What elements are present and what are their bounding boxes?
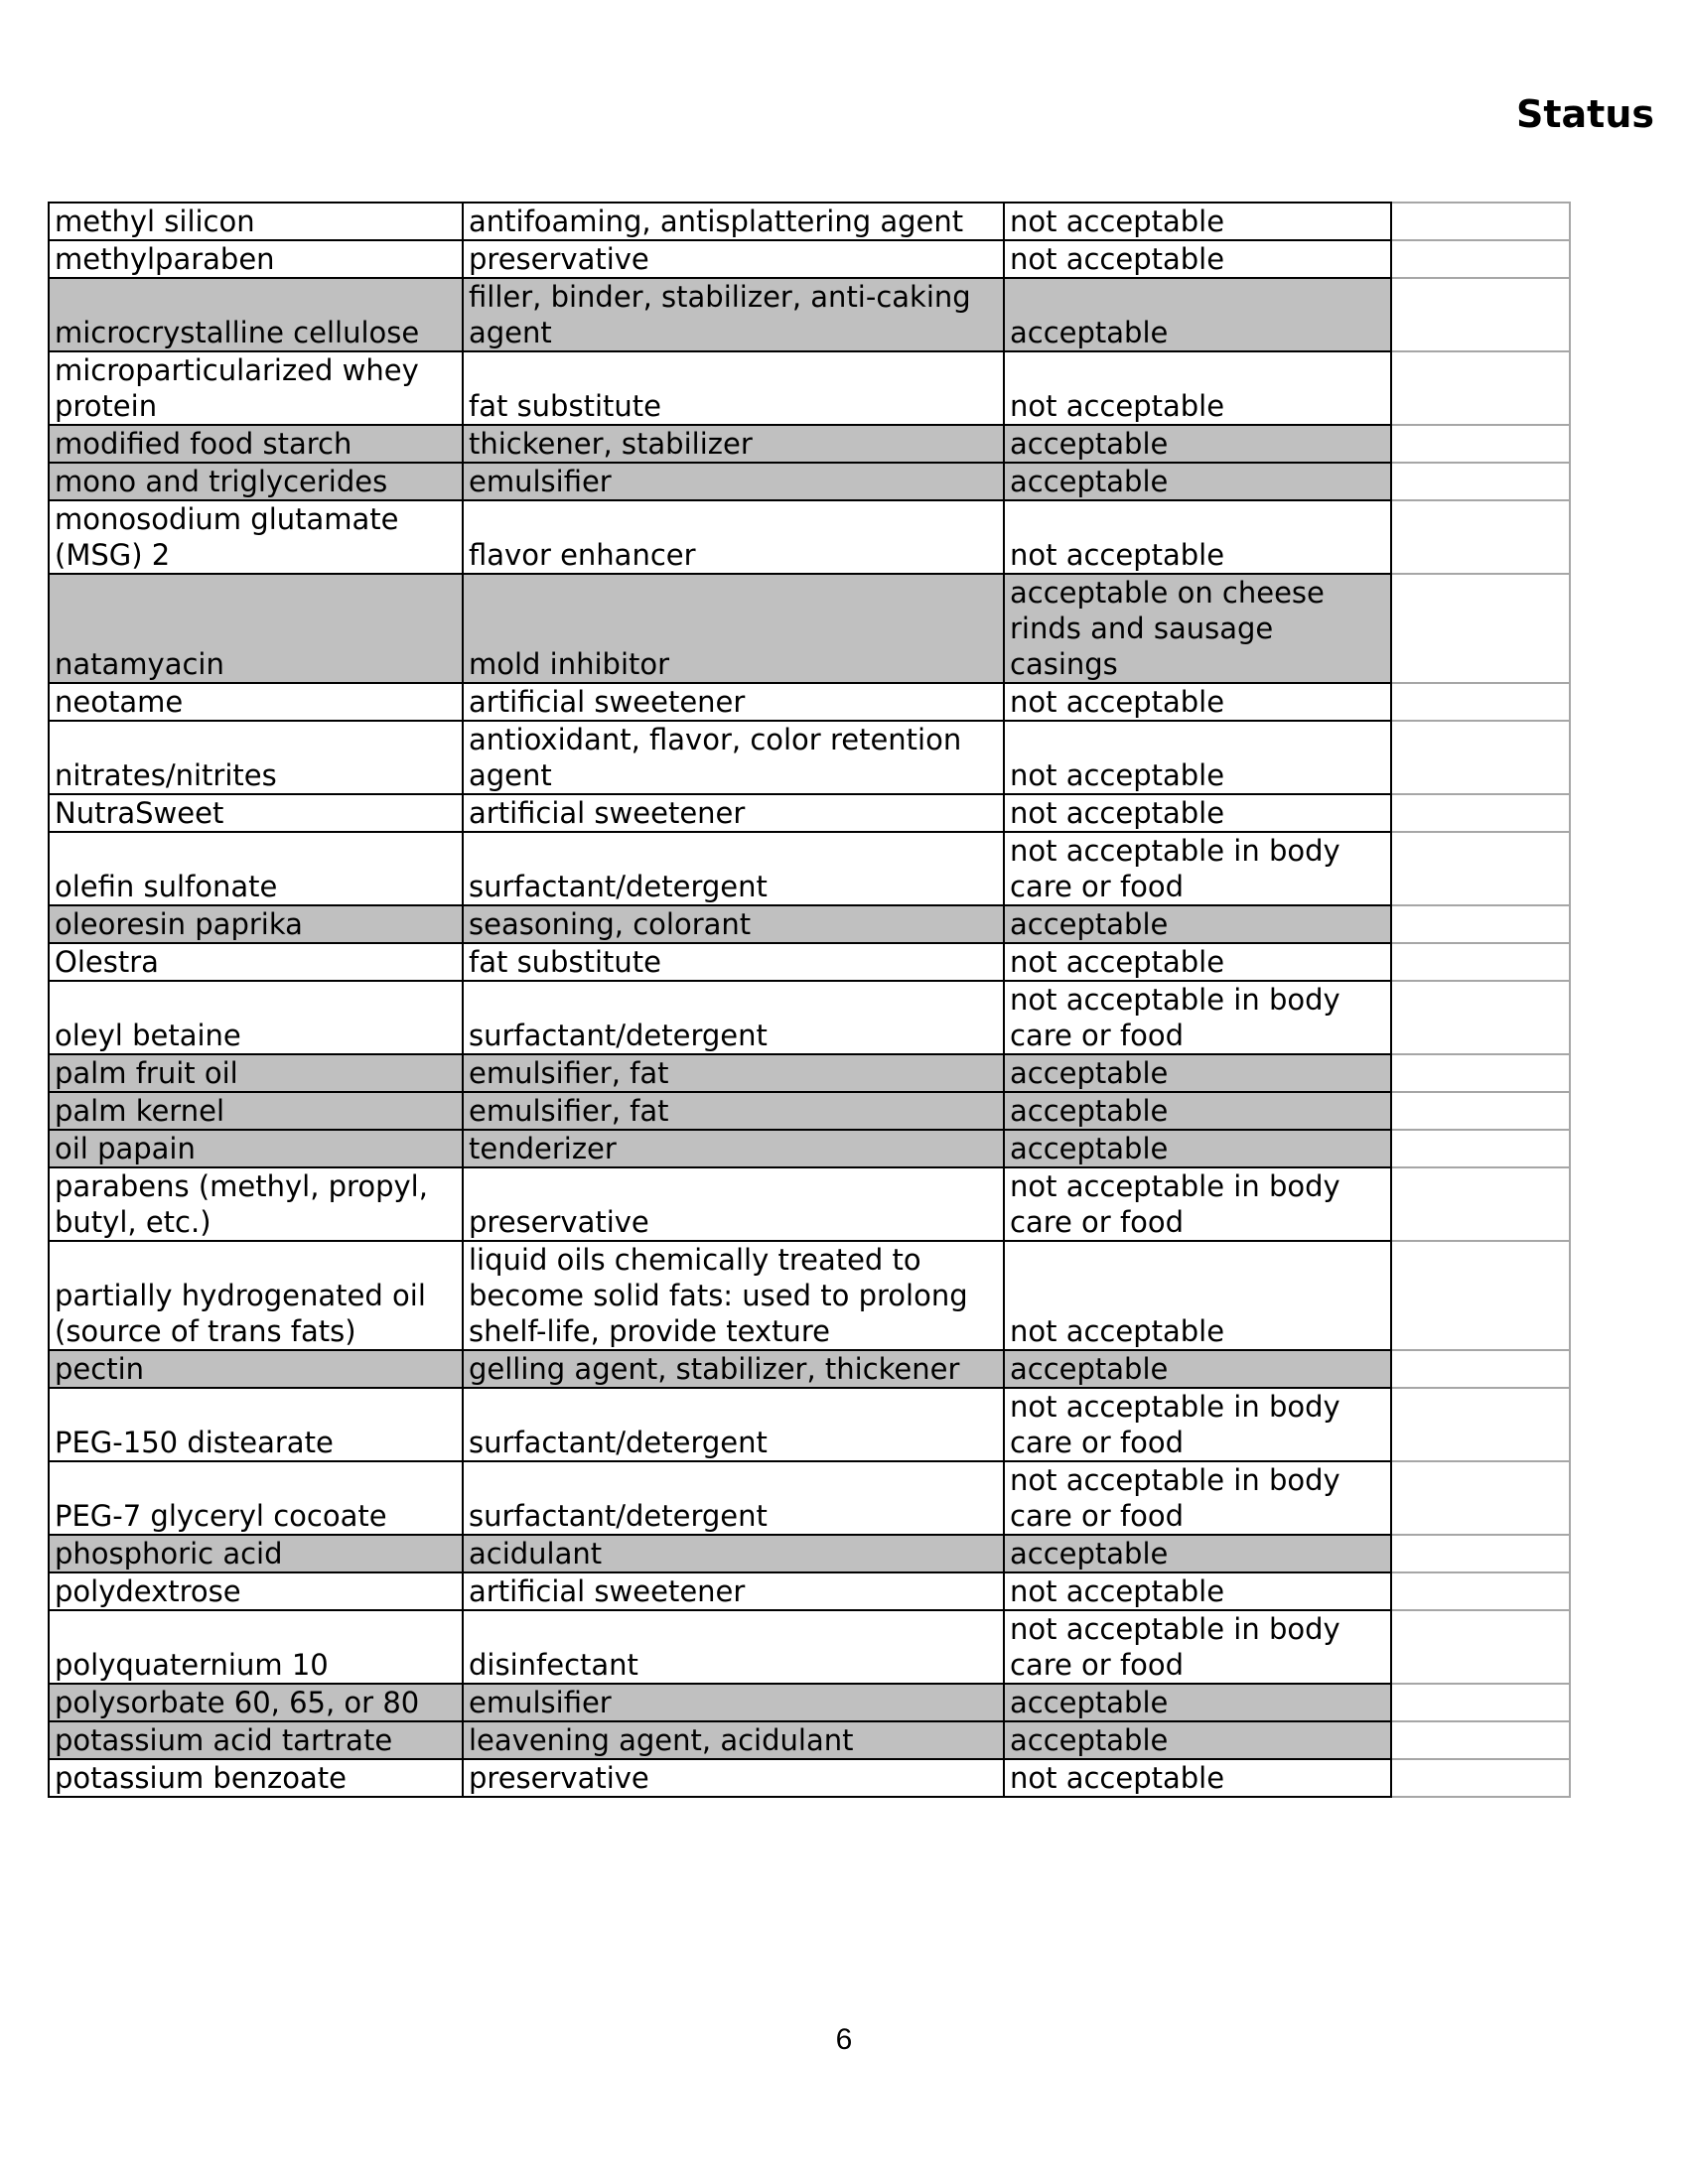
ingredient-cell: monosodium glutamate (MSG) 2 <box>49 500 463 574</box>
function-cell: seasoning, colorant <box>463 905 1004 943</box>
ingredient-cell: methyl silicon <box>49 203 463 240</box>
function-cell: surfactant/detergent <box>463 981 1004 1054</box>
empty-cell <box>1391 425 1570 463</box>
page-number: 6 <box>835 2023 853 2056</box>
empty-cell <box>1391 905 1570 943</box>
function-cell: antifoaming, antisplattering agent <box>463 203 1004 240</box>
function-cell: leavening agent, acidulant <box>463 1721 1004 1759</box>
empty-cell <box>1391 1572 1570 1610</box>
empty-cell <box>1391 683 1570 721</box>
table-row <box>49 1130 1570 1167</box>
table-row <box>49 1759 1570 1797</box>
ingredient-cell: methylparaben <box>49 240 463 278</box>
ingredient-cell: palm fruit oil <box>49 1054 463 1092</box>
table-row <box>49 981 1570 1054</box>
status-cell: not acceptable <box>1004 351 1391 425</box>
empty-cell <box>1391 463 1570 500</box>
table-row <box>49 1721 1570 1759</box>
function-cell: disinfectant <box>463 1610 1004 1684</box>
ingredient-cell: nitrates/nitrites <box>49 721 463 794</box>
empty-cell <box>1391 351 1570 425</box>
table-row <box>49 721 1570 794</box>
status-cell: not acceptable <box>1004 683 1391 721</box>
empty-cell <box>1391 1684 1570 1721</box>
function-cell: preservative <box>463 1759 1004 1797</box>
function-cell: fat substitute <box>463 943 1004 981</box>
function-cell: artificial sweetener <box>463 794 1004 832</box>
status-column-heading: Status <box>1515 92 1654 136</box>
status-cell: not acceptable in body care or food <box>1004 981 1391 1054</box>
ingredient-cell: Olestra <box>49 943 463 981</box>
table-row <box>49 574 1570 683</box>
table-row <box>49 500 1570 574</box>
empty-cell <box>1391 721 1570 794</box>
ingredient-cell: oil papain <box>49 1130 463 1167</box>
function-cell: surfactant/detergent <box>463 1388 1004 1461</box>
status-cell: not acceptable <box>1004 943 1391 981</box>
ingredient-cell: natamyacin <box>49 574 463 683</box>
function-cell: emulsifier, fat <box>463 1054 1004 1092</box>
ingredient-cell: palm kernel <box>49 1092 463 1130</box>
function-cell: gelling agent, stabilizer, thickener <box>463 1350 1004 1388</box>
ingredient-cell: phosphoric acid <box>49 1535 463 1572</box>
ingredient-cell: pectin <box>49 1350 463 1388</box>
status-cell: acceptable <box>1004 1054 1391 1092</box>
table-row <box>49 1535 1570 1572</box>
empty-cell <box>1391 574 1570 683</box>
table-row <box>49 278 1570 351</box>
function-cell: thickener, stabilizer <box>463 425 1004 463</box>
function-cell: acidulant <box>463 1535 1004 1572</box>
status-cell: acceptable <box>1004 1092 1391 1130</box>
ingredient-cell: NutraSweet <box>49 794 463 832</box>
status-cell: acceptable <box>1004 463 1391 500</box>
ingredient-cell: oleoresin paprika <box>49 905 463 943</box>
table-row <box>49 1461 1570 1535</box>
function-cell: artificial sweetener <box>463 1572 1004 1610</box>
table-row <box>49 1054 1570 1092</box>
function-cell: artificial sweetener <box>463 683 1004 721</box>
status-cell: acceptable <box>1004 1721 1391 1759</box>
status-cell: acceptable <box>1004 1684 1391 1721</box>
table-row <box>49 1241 1570 1350</box>
table-row <box>49 832 1570 905</box>
empty-cell <box>1391 1092 1570 1130</box>
function-cell: filler, binder, stabilizer, anti-caking agent <box>463 278 1004 351</box>
table-row <box>49 1092 1570 1130</box>
empty-cell <box>1391 240 1570 278</box>
ingredient-cell: potassium benzoate <box>49 1759 463 1797</box>
status-cell: not acceptable <box>1004 240 1391 278</box>
table-row <box>49 1350 1570 1388</box>
status-cell: acceptable <box>1004 1130 1391 1167</box>
function-cell: emulsifier, fat <box>463 1092 1004 1130</box>
status-cell: acceptable <box>1004 1350 1391 1388</box>
ingredient-cell: potassium acid tartrate <box>49 1721 463 1759</box>
empty-cell <box>1391 1721 1570 1759</box>
empty-cell <box>1391 1535 1570 1572</box>
status-cell: not acceptable <box>1004 500 1391 574</box>
function-cell: antioxidant, flavor, color retention agent <box>463 721 1004 794</box>
table-row <box>49 1167 1570 1241</box>
ingredient-cell: polyquaternium 10 <box>49 1610 463 1684</box>
status-cell: not acceptable in body care or food <box>1004 1461 1391 1535</box>
empty-cell <box>1391 203 1570 240</box>
status-cell: acceptable <box>1004 425 1391 463</box>
table-row <box>49 1610 1570 1684</box>
table-row <box>49 351 1570 425</box>
ingredient-cell: microcrystalline cellulose <box>49 278 463 351</box>
function-cell: preservative <box>463 1167 1004 1241</box>
empty-cell <box>1391 794 1570 832</box>
function-cell: surfactant/detergent <box>463 1461 1004 1535</box>
ingredient-cell: PEG-7 glyceryl cocoate <box>49 1461 463 1535</box>
empty-cell <box>1391 1350 1570 1388</box>
ingredients-table <box>48 202 1571 1798</box>
empty-cell <box>1391 500 1570 574</box>
ingredient-cell: neotame <box>49 683 463 721</box>
ingredient-cell: parabens (methyl, propyl, butyl, etc.) <box>49 1167 463 1241</box>
function-cell: emulsifier <box>463 1684 1004 1721</box>
table-row <box>49 1684 1570 1721</box>
empty-cell <box>1391 1759 1570 1797</box>
function-cell: liquid oils chemically treated to become solid fats: used to prolong shelf-life, provide texture <box>463 1241 1004 1350</box>
table-row <box>49 683 1570 721</box>
function-cell: flavor enhancer <box>463 500 1004 574</box>
status-cell: not acceptable <box>1004 794 1391 832</box>
function-cell: fat substitute <box>463 351 1004 425</box>
table-row <box>49 240 1570 278</box>
status-cell: acceptable <box>1004 1535 1391 1572</box>
empty-cell <box>1391 1388 1570 1461</box>
empty-cell <box>1391 943 1570 981</box>
empty-cell <box>1391 1130 1570 1167</box>
empty-cell <box>1391 1610 1570 1684</box>
empty-cell <box>1391 1241 1570 1350</box>
table-row <box>49 425 1570 463</box>
empty-cell <box>1391 1167 1570 1241</box>
ingredient-cell: PEG-150 distearate <box>49 1388 463 1461</box>
ingredient-cell: modified food starch <box>49 425 463 463</box>
table-row <box>49 1388 1570 1461</box>
empty-cell <box>1391 981 1570 1054</box>
ingredients-table-body <box>49 203 1570 1797</box>
status-cell: not acceptable <box>1004 1241 1391 1350</box>
function-cell: mold inhibitor <box>463 574 1004 683</box>
empty-cell <box>1391 1054 1570 1092</box>
ingredients-table-container <box>48 202 1571 1798</box>
status-cell: acceptable <box>1004 278 1391 351</box>
empty-cell <box>1391 832 1570 905</box>
table-row <box>49 1572 1570 1610</box>
status-cell: not acceptable <box>1004 1759 1391 1797</box>
status-cell: not acceptable in body care or food <box>1004 1610 1391 1684</box>
status-cell: not acceptable in body care or food <box>1004 832 1391 905</box>
ingredient-cell: polydextrose <box>49 1572 463 1610</box>
function-cell: tenderizer <box>463 1130 1004 1167</box>
function-cell: emulsifier <box>463 463 1004 500</box>
ingredient-cell: oleyl betaine <box>49 981 463 1054</box>
status-cell: acceptable <box>1004 905 1391 943</box>
empty-cell <box>1391 1461 1570 1535</box>
status-cell: not acceptable in body care or food <box>1004 1388 1391 1461</box>
table-row <box>49 905 1570 943</box>
status-cell: not acceptable <box>1004 1572 1391 1610</box>
status-cell: not acceptable <box>1004 203 1391 240</box>
ingredient-cell: olefin sulfonate <box>49 832 463 905</box>
status-cell: acceptable on cheese rinds and sausage casings <box>1004 574 1391 683</box>
ingredient-cell: partially hydrogenated oil (source of trans fats) <box>49 1241 463 1350</box>
table-row <box>49 794 1570 832</box>
ingredient-cell: polysorbate 60, 65, or 80 <box>49 1684 463 1721</box>
empty-cell <box>1391 278 1570 351</box>
table-row <box>49 943 1570 981</box>
status-cell: not acceptable in body care or food <box>1004 1167 1391 1241</box>
table-row <box>49 203 1570 240</box>
function-cell: preservative <box>463 240 1004 278</box>
ingredient-cell: microparticularized whey protein <box>49 351 463 425</box>
table-row <box>49 463 1570 500</box>
status-cell: not acceptable <box>1004 721 1391 794</box>
function-cell: surfactant/detergent <box>463 832 1004 905</box>
ingredient-cell: mono and triglycerides <box>49 463 463 500</box>
